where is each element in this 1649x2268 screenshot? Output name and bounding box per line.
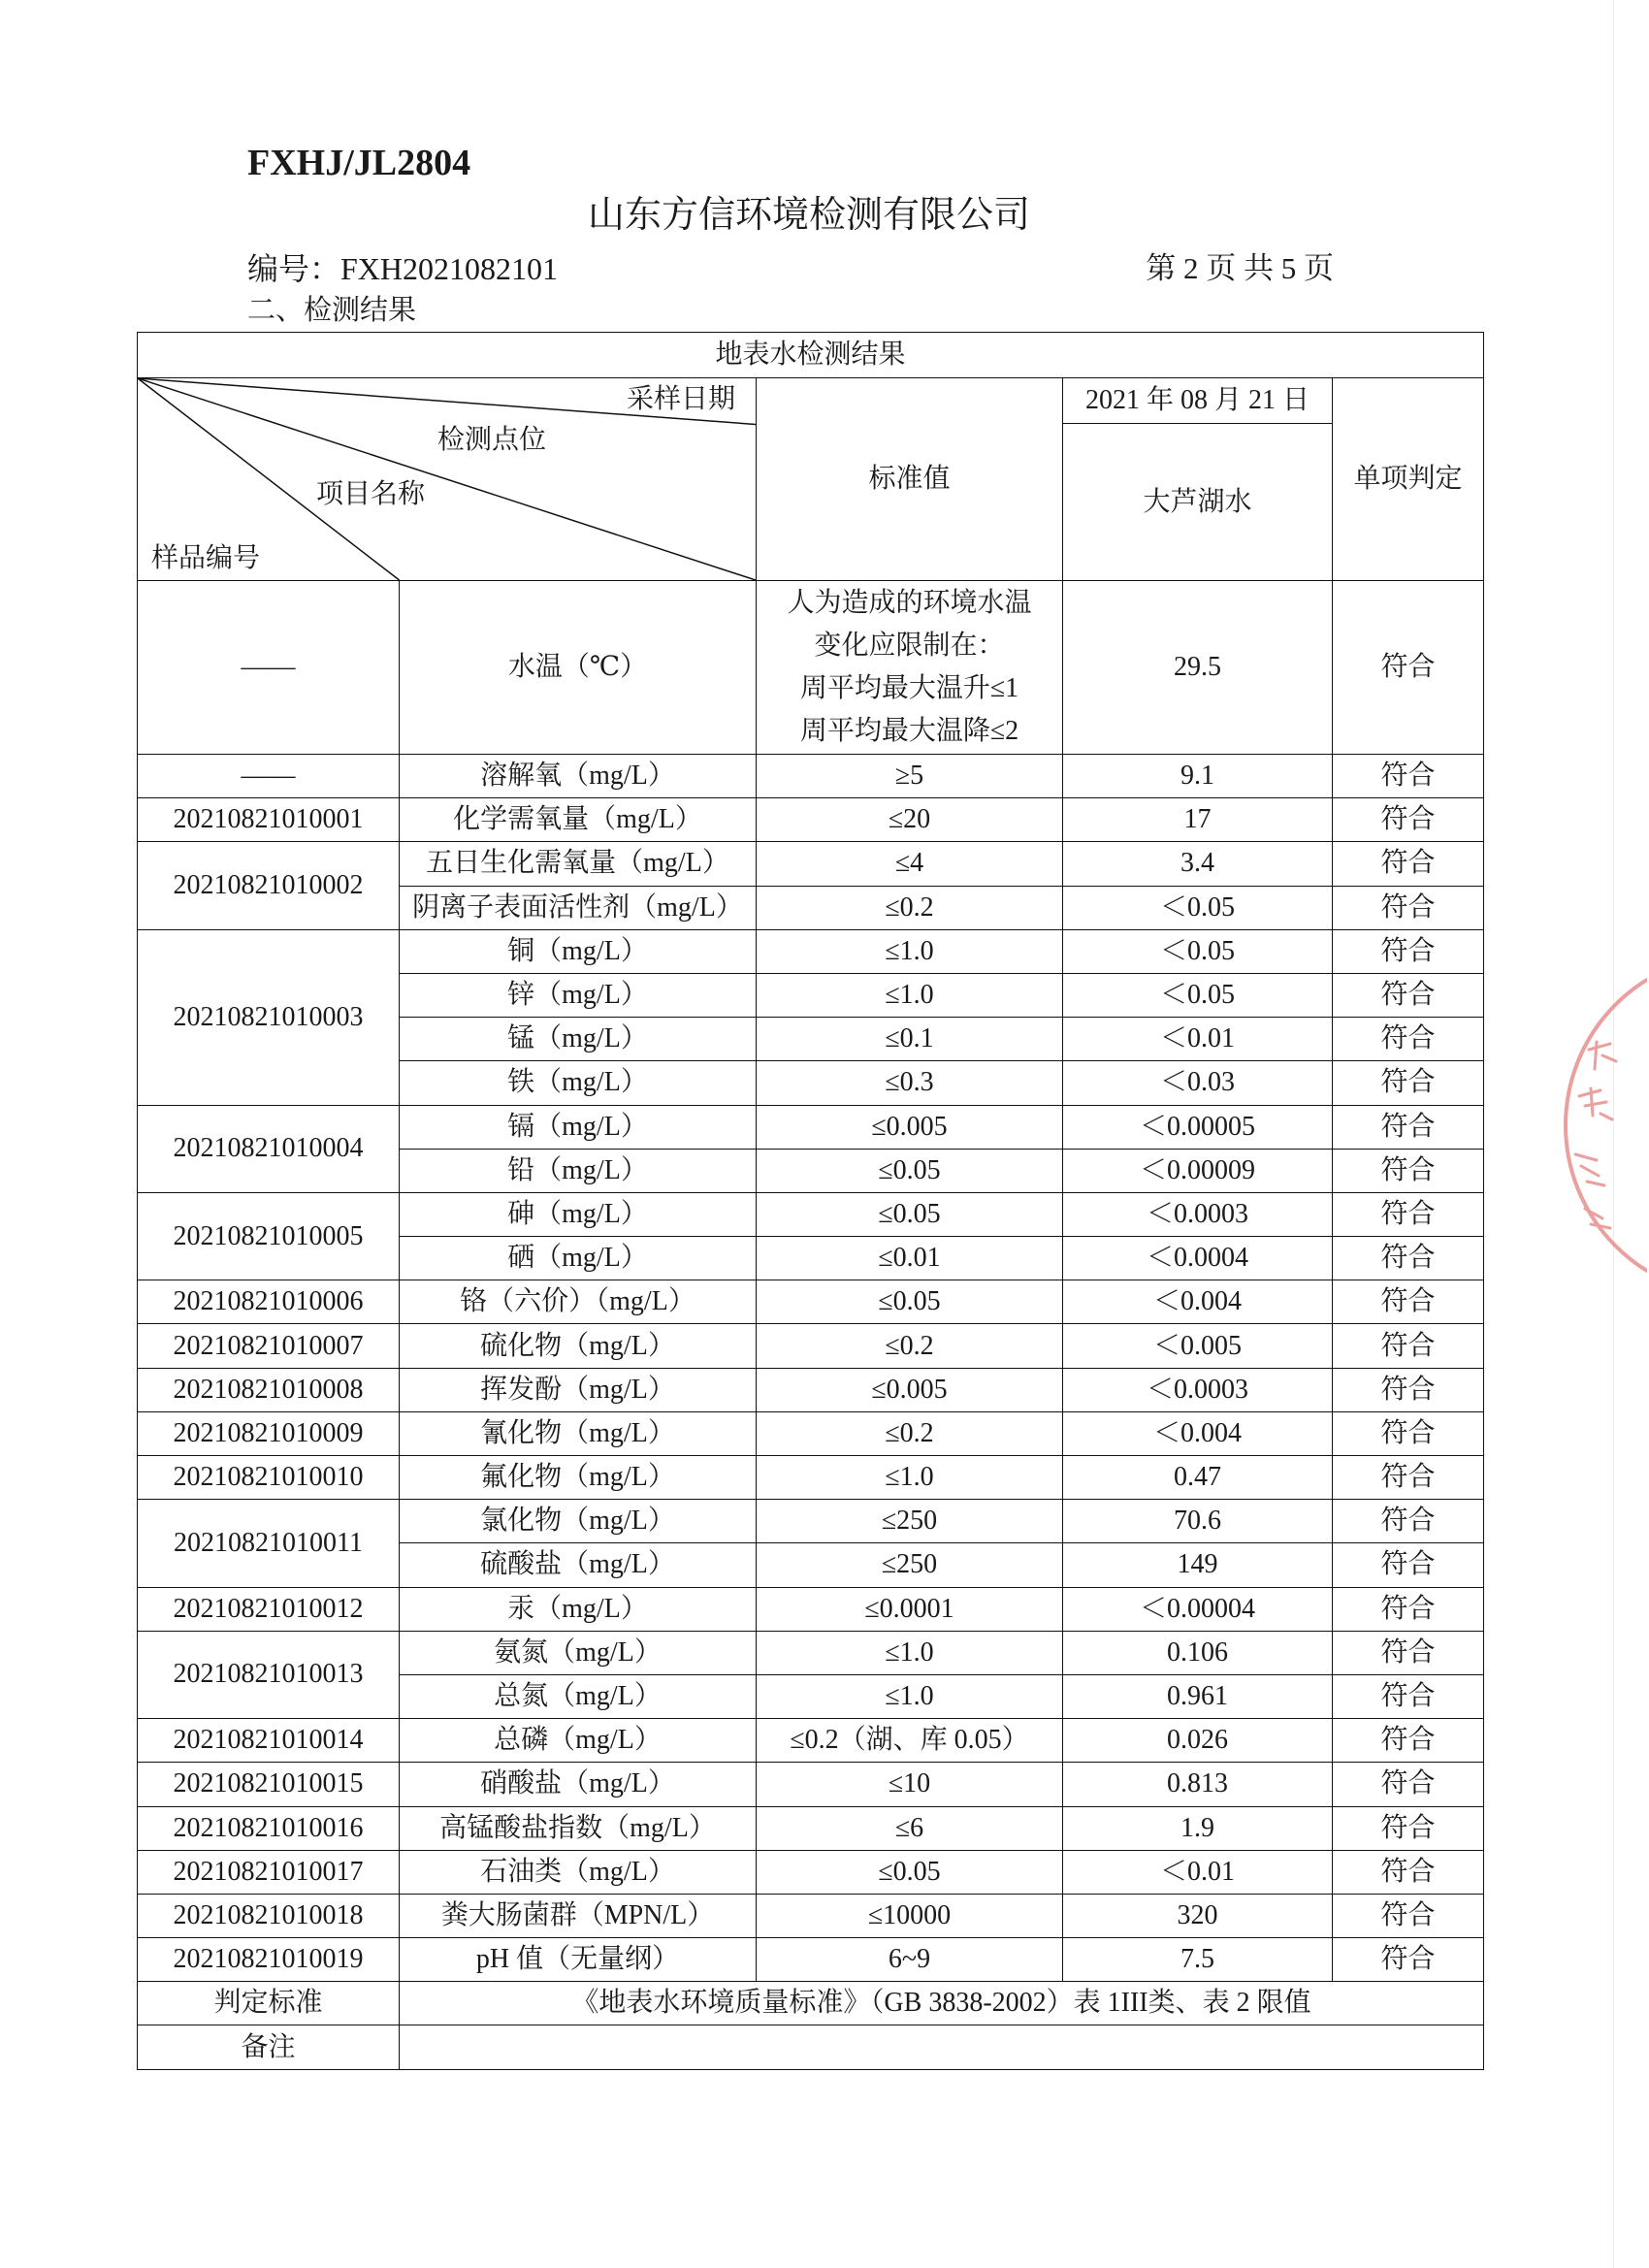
item-name: 汞（mg/L）	[400, 1587, 757, 1631]
result-value: ＜0.01	[1063, 1018, 1333, 1061]
result-value: 1.9	[1063, 1806, 1333, 1850]
sample-no: 20210821010013	[138, 1631, 400, 1718]
table-row	[138, 1192, 1484, 1236]
judgement-value: 符合	[1333, 1368, 1484, 1411]
table-row	[138, 1587, 1484, 1631]
result-value: 0.106	[1063, 1631, 1333, 1674]
item-name: 氨氮（mg/L）	[400, 1631, 757, 1674]
judgement-header: 单项判定	[1333, 378, 1484, 581]
judgement-value: 符合	[1333, 1061, 1484, 1105]
item-name: 阴离子表面活性剂（mg/L）	[400, 886, 757, 929]
standard-value	[757, 581, 1063, 755]
sample-no: 20210821010004	[138, 1105, 400, 1192]
result-value: ＜0.004	[1063, 1280, 1333, 1324]
judgement-value: 符合	[1333, 1674, 1484, 1718]
standard-value: ≤0.05	[757, 1280, 1063, 1324]
table-row	[138, 1850, 1484, 1894]
standard-value: ≤10000	[757, 1894, 1063, 1937]
item-name: 铁（mg/L）	[400, 1061, 757, 1105]
table-row	[138, 842, 1484, 886]
sampling-date: 2021 年 08 月 21 日	[1063, 378, 1333, 424]
item-name: 化学需氧量（mg/L）	[400, 798, 757, 842]
sample-no: 20210821010018	[138, 1894, 400, 1937]
standard-value: ≤0.2	[757, 1324, 1063, 1368]
standard-value: ≤10	[757, 1763, 1063, 1806]
item-name: pH 值（无量纲）	[400, 1938, 757, 1982]
sample-no: ——	[138, 581, 400, 755]
report-number: 编号：FXH2021082101	[247, 251, 559, 286]
table-header-row	[138, 378, 1484, 424]
sample-no: 20210821010010	[138, 1456, 400, 1500]
remarks-label: 备注	[138, 2025, 400, 2069]
sample-no: 20210821010005	[138, 1192, 400, 1280]
standard-value: ≤0.005	[757, 1105, 1063, 1149]
standard-value: ≤250	[757, 1500, 1063, 1543]
result-value: ＜0.004	[1063, 1411, 1333, 1455]
item-name: 铅（mg/L）	[400, 1149, 757, 1192]
standard-value: ≤1.0	[757, 973, 1063, 1017]
item-name: 硒（mg/L）	[400, 1237, 757, 1280]
sample-no: 20210821010012	[138, 1587, 400, 1631]
standard-value: ≤250	[757, 1543, 1063, 1587]
result-value: ＜0.00009	[1063, 1149, 1333, 1192]
item-name: 硝酸盐（mg/L）	[400, 1763, 757, 1806]
judgement-value: 符合	[1333, 1719, 1484, 1763]
judgement-value: 符合	[1333, 1806, 1484, 1850]
result-value: 70.6	[1063, 1500, 1333, 1543]
judgement-value: 符合	[1333, 886, 1484, 929]
item-name: 锰（mg/L）	[400, 1018, 757, 1061]
item-name: 粪大肠菌群（MPN/L）	[400, 1894, 757, 1937]
judgement-value: 符合	[1333, 1105, 1484, 1149]
standard-value: 6~9	[757, 1938, 1063, 1982]
result-value: 149	[1063, 1543, 1333, 1587]
standard-line: 人为造成的环境水温	[787, 588, 1032, 618]
sampling-date-label: 采样日期	[627, 384, 736, 414]
table-row	[138, 755, 1484, 798]
item-name: 锌（mg/L）	[400, 973, 757, 1017]
criteria-row	[138, 1982, 1484, 2025]
standard-value: ≤0.2	[757, 886, 1063, 929]
table-row	[138, 1500, 1484, 1543]
item-name: 总氮（mg/L）	[400, 1674, 757, 1718]
standard-value: ≤1.0	[757, 1456, 1063, 1500]
result-value: 29.5	[1063, 581, 1333, 755]
judgement-value: 符合	[1333, 1456, 1484, 1500]
table-title: 地表水检测结果	[138, 333, 1484, 378]
result-value: ＜0.0004	[1063, 1237, 1333, 1280]
standard-value: ≤0.05	[757, 1192, 1063, 1236]
standard-value: ≤0.3	[757, 1061, 1063, 1105]
result-value: ＜0.03	[1063, 1061, 1333, 1105]
table-row	[138, 798, 1484, 842]
criteria-value: 《地表水环境质量标准》（GB 3838-2002）表 1III类、表 2 限值	[400, 1982, 1484, 2025]
sample-no: 20210821010006	[138, 1280, 400, 1324]
table-row	[138, 1280, 1484, 1324]
standard-value: ≤6	[757, 1806, 1063, 1850]
item-name: 氟化物（mg/L）	[400, 1456, 757, 1500]
table-row	[138, 1938, 1484, 1982]
result-value: ＜0.0003	[1063, 1368, 1333, 1411]
item-name: 五日生化需氧量（mg/L）	[400, 842, 757, 886]
judgement-value: 符合	[1333, 1631, 1484, 1674]
item-name: 总磷（mg/L）	[400, 1719, 757, 1763]
result-value: 0.47	[1063, 1456, 1333, 1500]
result-value: ＜0.0003	[1063, 1192, 1333, 1236]
judgement-value: 符合	[1333, 1280, 1484, 1324]
standard-value: ≤0.05	[757, 1149, 1063, 1192]
sample-no: 20210821010007	[138, 1324, 400, 1368]
item-name: 氰化物（mg/L）	[400, 1411, 757, 1455]
judgement-value: 符合	[1333, 1324, 1484, 1368]
seal-fragment	[1542, 960, 1647, 1290]
standard-value: ≤0.01	[757, 1237, 1063, 1280]
standard-value: ≤0.005	[757, 1368, 1063, 1411]
remarks-value	[400, 2025, 1484, 2069]
item-name: 高锰酸盐指数（mg/L）	[400, 1806, 757, 1850]
item-name: 镉（mg/L）	[400, 1105, 757, 1149]
result-value: 17	[1063, 798, 1333, 842]
item-name: 氯化物（mg/L）	[400, 1500, 757, 1543]
table-row	[138, 1631, 1484, 1674]
sample-no: 20210821010001	[138, 798, 400, 842]
item-name: 挥发酚（mg/L）	[400, 1368, 757, 1411]
standard-line: 周平均最大温升≤1	[799, 673, 1019, 703]
judgement-value: 符合	[1333, 1894, 1484, 1937]
standard-line: 周平均最大温降≤2	[799, 716, 1019, 746]
result-value: 9.1	[1063, 755, 1333, 798]
results-table	[137, 332, 1484, 2070]
criteria-label: 判定标准	[138, 1982, 400, 2025]
result-value: ＜0.01	[1063, 1850, 1333, 1894]
item-name: 铜（mg/L）	[400, 929, 757, 973]
item-name: 溶解氧（mg/L）	[400, 755, 757, 798]
sample-no: 20210821010015	[138, 1763, 400, 1806]
result-value: ＜0.005	[1063, 1324, 1333, 1368]
standard-value: ≤0.1	[757, 1018, 1063, 1061]
sample-no: 20210821010016	[138, 1806, 400, 1850]
table-row	[138, 1894, 1484, 1937]
table-title-row	[138, 333, 1484, 378]
judgement-value: 符合	[1333, 1850, 1484, 1894]
judgement-value: 符合	[1333, 1411, 1484, 1455]
item-name: 硫酸盐（mg/L）	[400, 1543, 757, 1587]
result-value: 320	[1063, 1894, 1333, 1937]
sample-no: 20210821010009	[138, 1411, 400, 1455]
standard-value: ≤0.05	[757, 1850, 1063, 1894]
standard-header: 标准值	[757, 378, 1063, 581]
standard-value: ≥5	[757, 755, 1063, 798]
judgement-value: 符合	[1333, 1763, 1484, 1806]
sample-no-label: 样品编号	[151, 543, 261, 573]
document-code: FXHJ/JL2804	[247, 143, 471, 183]
judgement-value: 符合	[1333, 842, 1484, 886]
table-row	[138, 1105, 1484, 1149]
table-row	[138, 1411, 1484, 1455]
item-name: 石油类（mg/L）	[400, 1850, 757, 1894]
standard-value: ≤1.0	[757, 1674, 1063, 1718]
table-row	[138, 1368, 1484, 1411]
standard-value: ≤0.0001	[757, 1587, 1063, 1631]
standard-value: ≤1.0	[757, 929, 1063, 973]
item-name: 铬（六价）（mg/L）	[400, 1280, 757, 1324]
judgement-value: 符合	[1333, 1192, 1484, 1236]
sample-no: 20210821010003	[138, 929, 400, 1105]
item-name: 砷（mg/L）	[400, 1192, 757, 1236]
judgement-value: 符合	[1333, 1237, 1484, 1280]
standard-value: ≤0.2（湖、库 0.05）	[757, 1719, 1063, 1763]
judgement-value: 符合	[1333, 1543, 1484, 1587]
result-value: ＜0.05	[1063, 973, 1333, 1017]
judgement-value: 符合	[1333, 755, 1484, 798]
item-name: 硫化物（mg/L）	[400, 1324, 757, 1368]
result-value: ＜0.00004	[1063, 1587, 1333, 1631]
company-name: 山东方信环境检测有限公司	[587, 195, 1030, 236]
judgement-value: 符合	[1333, 1938, 1484, 1982]
result-value: 7.5	[1063, 1938, 1333, 1982]
judgement-value: 符合	[1333, 973, 1484, 1017]
table-row	[138, 1719, 1484, 1763]
table-row	[138, 929, 1484, 973]
sample-no: 20210821010002	[138, 842, 400, 929]
remarks-row	[138, 2025, 1484, 2069]
section-title: 二、检测结果	[247, 295, 417, 326]
judgement-value: 符合	[1333, 1587, 1484, 1631]
sample-no: 20210821010017	[138, 1850, 400, 1894]
judgement-value: 符合	[1333, 581, 1484, 755]
result-value: 0.961	[1063, 1674, 1333, 1718]
judgement-value: 符合	[1333, 798, 1484, 842]
standard-value: ≤4	[757, 842, 1063, 886]
table-row	[138, 581, 1484, 755]
sample-no: ——	[138, 755, 400, 798]
result-value: 0.026	[1063, 1719, 1333, 1763]
sampling-location: 大芦湖水	[1063, 424, 1333, 581]
judgement-value: 符合	[1333, 1500, 1484, 1543]
table-row	[138, 1806, 1484, 1850]
result-value: ＜0.05	[1063, 929, 1333, 973]
sample-no: 20210821010019	[138, 1938, 400, 1982]
item-name: 水温（℃）	[400, 581, 757, 755]
standard-value: ≤20	[757, 798, 1063, 842]
standard-line: 变化应限制在：	[814, 631, 1005, 661]
result-value: ＜0.05	[1063, 886, 1333, 929]
result-value: 3.4	[1063, 842, 1333, 886]
standard-value: ≤0.2	[757, 1411, 1063, 1455]
diagonal-header-cell	[138, 378, 757, 581]
location-label: 检测点位	[437, 425, 547, 455]
page-indicator: 第 2 页 共 5 页	[1146, 251, 1334, 285]
result-value: 0.813	[1063, 1763, 1333, 1806]
table-row	[138, 1324, 1484, 1368]
sample-no: 20210821010014	[138, 1719, 400, 1763]
table-row	[138, 1456, 1484, 1500]
sample-no: 20210821010008	[138, 1368, 400, 1411]
result-value: ＜0.00005	[1063, 1105, 1333, 1149]
judgement-value: 符合	[1333, 1149, 1484, 1192]
standard-value: ≤1.0	[757, 1631, 1063, 1674]
table-row	[138, 1763, 1484, 1806]
judgement-value: 符合	[1333, 929, 1484, 973]
sample-no: 20210821010011	[138, 1500, 400, 1587]
judgement-value: 符合	[1333, 1018, 1484, 1061]
item-name-label: 项目名称	[316, 479, 426, 509]
